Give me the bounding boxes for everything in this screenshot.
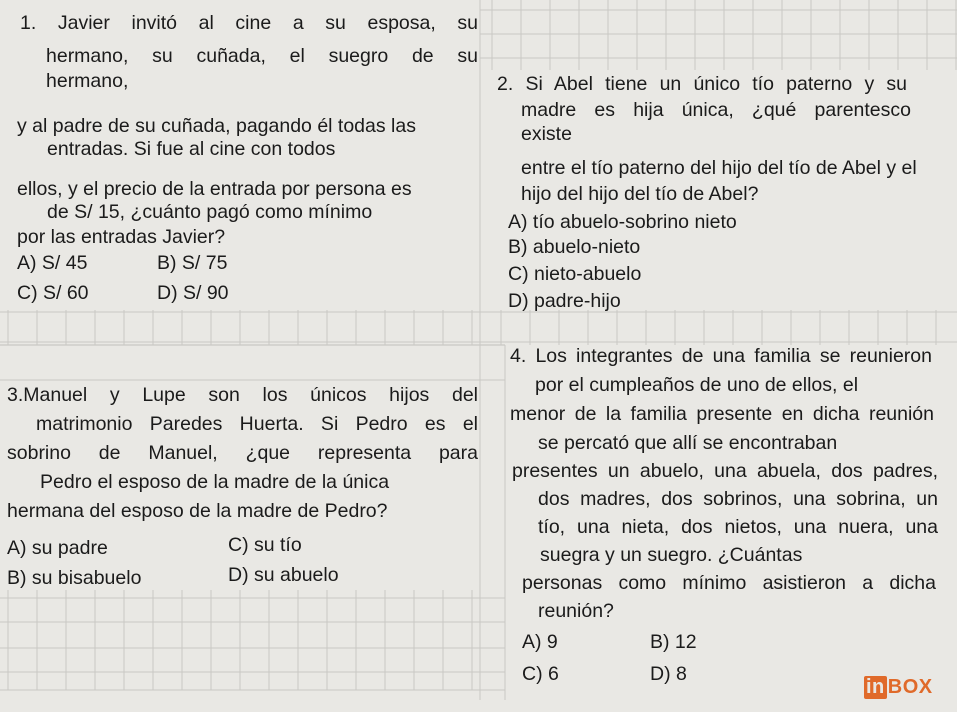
question-2-line: existe (521, 123, 572, 145)
question-1-line: 1. Javier invitó al cine a su esposa, su (20, 12, 478, 34)
question-2-line: madre es hija única, ¿qué parentesco (521, 99, 911, 121)
question-1-line: ellos, y el precio de la entrada por persona es (17, 178, 412, 200)
question-4-line: menor de la familia presente en dicha reunión (510, 403, 934, 425)
question-3-line: sobrino de Manuel, ¿que representa para (7, 442, 478, 464)
question-4-line: presentes un abuelo, una abuela, dos padres, (512, 460, 938, 482)
option-b: B) S/ 75 (157, 252, 228, 274)
option-a: A) 9 (522, 631, 558, 653)
option-c: C) S/ 60 (17, 282, 89, 304)
question-4-line: reunión? (538, 600, 614, 622)
option-a: A) su padre (7, 537, 108, 559)
option-d: D) su abuelo (228, 564, 339, 586)
logo-text: BOX (887, 676, 933, 698)
question-4-line: 4. Los integrantes de una familia se reunieron (510, 345, 932, 367)
question-4-line: personas como mínimo asistieron a dicha (522, 572, 936, 594)
question-3-line: hermana del esposo de la madre de Pedro? (7, 500, 388, 522)
question-4-line: se percató que allí se encontraban (538, 432, 838, 454)
question-1-line: entradas. Si fue al cine con todos (47, 138, 336, 160)
question-1-line: hermano, (46, 70, 129, 92)
question-4-line: tío, una nieta, dos nietos, una nuera, una (538, 516, 938, 538)
option-a: A) tío abuelo-sobrino nieto (508, 211, 737, 233)
question-1-line: de S/ 15, ¿cuánto pagó como mínimo (47, 201, 373, 223)
option-b: B) su bisabuelo (7, 567, 142, 589)
question-4-line: dos madres, dos sobrinos, una sobrina, un (538, 488, 938, 510)
option-d: D) 8 (650, 663, 687, 685)
option-c: C) su tío (228, 534, 302, 556)
question-1-line: hermano, su cuñada, el suegro de su (46, 45, 478, 67)
question-4-line: por el cumpleaños de uno de ellos, el (535, 374, 859, 396)
question-1-line: por las entradas Javier? (17, 226, 226, 248)
option-b: B) abuelo-nieto (508, 236, 641, 258)
inbox-logo (864, 676, 933, 699)
question-2-line: 2. Si Abel tiene un único tío paterno y su (497, 73, 907, 95)
option-d: D) S/ 90 (157, 282, 229, 304)
question-2-line: entre el tío paterno del hijo del tío de Abel y el (521, 157, 917, 179)
question-3-line: 3.Manuel y Lupe son los únicos hijos del (7, 384, 478, 406)
question-3-line: matrimonio Paredes Huerta. Si Pedro es el (36, 413, 478, 435)
option-c: C) 6 (522, 663, 559, 685)
option-c: C) nieto-abuelo (508, 263, 642, 285)
question-2-line: hijo del hijo del tío de Abel? (521, 183, 759, 205)
question-1-line: y al padre de su cuñada, pagando él todas las (17, 115, 416, 137)
option-d: D) padre-hijo (508, 290, 621, 312)
logo-icon: in (866, 676, 885, 698)
question-3-line: Pedro el esposo de la madre de la única (40, 471, 390, 493)
option-a: A) S/ 45 (17, 252, 88, 274)
question-4-line: suegra y un suegro. ¿Cuántas (540, 544, 803, 566)
option-b: B) 12 (650, 631, 697, 653)
